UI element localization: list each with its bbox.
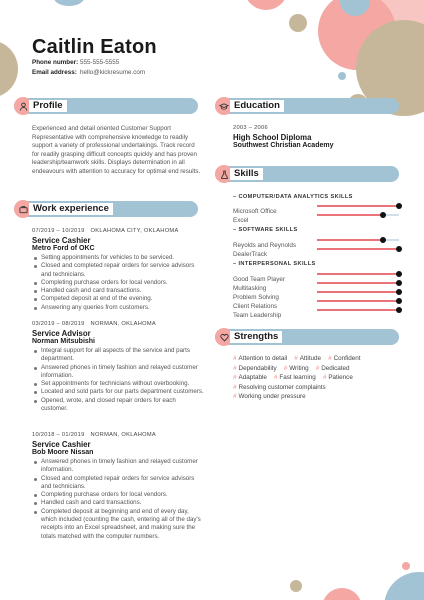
phone-label: Phone number: xyxy=(32,59,79,66)
strength-tag: # Working under pressure xyxy=(233,393,306,400)
skill-level-bar xyxy=(317,300,399,302)
education-dates: 2003 – 2006 xyxy=(233,125,268,131)
education-section-header xyxy=(215,98,399,114)
skill-level-dot xyxy=(396,246,402,252)
skill-level-bar xyxy=(317,248,399,250)
job-entry xyxy=(32,432,204,541)
strength-label: Resolving customer complaints xyxy=(238,383,326,391)
job-location: NORMAN, OKLAHOMA xyxy=(90,321,157,327)
job-entry xyxy=(32,228,204,312)
skill-name: Excel xyxy=(233,217,249,224)
skill-row xyxy=(233,234,399,249)
email-label: Email address: xyxy=(32,69,77,76)
skill-row xyxy=(233,295,399,310)
phone-value: 555-555-5555 xyxy=(80,59,120,66)
strength-label: Dependability xyxy=(238,364,277,372)
strength-tag: # Patience xyxy=(322,374,353,381)
skill-name: Microsoft Office xyxy=(233,208,277,215)
decor-circle xyxy=(384,572,424,600)
job-bullet: Handled cash and card transactions. xyxy=(32,499,204,507)
strength-tag: # Resolving customer complaints xyxy=(233,383,326,391)
skill-level-dot xyxy=(396,271,402,277)
strengths-list xyxy=(233,354,403,402)
skill-row xyxy=(233,243,399,258)
skills-title: Skills xyxy=(230,168,263,180)
job-title: Service Advisor xyxy=(32,329,91,338)
strength-tag: # Attention to detail xyxy=(233,355,288,362)
skill-level-fill xyxy=(317,300,399,302)
skill-row xyxy=(233,268,399,283)
strength-tag: # Dependability xyxy=(233,364,277,372)
skill-level-dot xyxy=(380,237,386,243)
job-company: Bob Moore Nissan xyxy=(32,449,94,456)
job-title: Service Cashier xyxy=(32,236,91,245)
work-title: Work experience xyxy=(29,203,113,215)
job-bullet: Handled cash and card transactions. xyxy=(32,287,204,295)
skill-category: – SOFTWARE SKILLS xyxy=(233,227,298,233)
skill-level-fill xyxy=(317,309,399,311)
decor-circle xyxy=(338,72,346,80)
strength-label: Writing xyxy=(289,364,309,372)
job-bullet: Setting appointments for vehicles to be serviced. xyxy=(32,254,204,262)
skill-category: – INTERPERSONAL SKILLS xyxy=(233,261,316,267)
skill-name: Multitasking xyxy=(233,285,267,292)
strength-label: Adaptable xyxy=(238,374,267,381)
skills-section-header xyxy=(215,166,399,182)
skill-level-bar xyxy=(317,273,399,275)
skill-level-fill xyxy=(317,273,399,275)
decor-circle xyxy=(322,588,362,600)
job-entry xyxy=(32,321,204,413)
skill-level-fill xyxy=(317,205,399,207)
skill-level-fill xyxy=(317,248,399,250)
skill-row xyxy=(233,200,399,215)
decor-circle xyxy=(289,14,307,32)
job-bullet: Answered phones in timely fashion and relayed customer information. xyxy=(32,364,204,381)
job-location: OKLAHOMA CITY, OKLAHOMA xyxy=(90,228,179,234)
skill-level-dot xyxy=(380,212,386,218)
strengths-title: Strengths xyxy=(230,331,282,343)
job-company: Norman Mitsubishi xyxy=(32,338,96,345)
profile-title: Profile xyxy=(29,100,67,112)
strength-label: Working under pressure xyxy=(238,393,306,400)
candidate-name: Caitlin Eaton xyxy=(32,36,157,58)
skill-name: Team Leadership xyxy=(233,312,282,319)
job-location: NORMAN, OKLAHOMA xyxy=(90,432,157,438)
education-degree: High School Diploma xyxy=(233,133,312,142)
skill-name: Problem Solving xyxy=(233,294,279,301)
decor-circle xyxy=(0,40,18,98)
skill-level-bar xyxy=(317,291,399,293)
strength-label: Dedicated xyxy=(321,364,350,372)
strength-tag: # Confident xyxy=(328,355,361,362)
skill-level-bar xyxy=(317,239,399,241)
job-bullet: Integral support for all aspects of the service and parts department. xyxy=(32,347,204,364)
skill-level-bar xyxy=(317,205,399,207)
skill-level-bar xyxy=(317,282,399,284)
skill-row xyxy=(233,286,399,301)
strength-tag: # Adaptable xyxy=(233,374,267,381)
strength-tag: # Attitude xyxy=(294,355,322,362)
skill-level-fill xyxy=(317,214,383,216)
job-bullet: Closed and completed repair orders for service advisors and technicians. xyxy=(32,262,204,279)
profile-section-header xyxy=(14,98,198,114)
job-bullet: Competed deposit at end of the evening. xyxy=(32,295,204,303)
skill-name: Good Team Player xyxy=(233,276,286,283)
skill-row xyxy=(233,304,399,319)
strength-tag: # Dedicated xyxy=(315,364,350,372)
contact-info xyxy=(32,58,145,78)
job-bullet: Set appointments for technicians without overbooking. xyxy=(32,380,204,388)
skill-level-bar xyxy=(317,214,399,216)
education-school: Southwest Christian Academy xyxy=(233,142,334,149)
job-bullet: Located and sold parts for our parts department customers. xyxy=(32,388,204,396)
decor-circle xyxy=(290,580,302,592)
strength-tag: # Fast learning xyxy=(273,374,316,381)
skill-row xyxy=(233,209,399,224)
skill-level-fill xyxy=(317,291,399,293)
job-bullet: Completing purchase orders for local vendors. xyxy=(32,279,204,287)
job-company: Metro Ford of OKC xyxy=(32,245,95,252)
education-title: Education xyxy=(230,100,284,112)
job-bullet: Answered phones in timely fashion and relayed customer information. xyxy=(32,458,204,475)
skill-level-dot xyxy=(396,298,402,304)
job-bullet: Opened, wrote, and closed repair orders for each customer. xyxy=(32,397,204,414)
job-bullet: Completing purchase orders for local vendors. xyxy=(32,491,204,499)
strength-label: Attention to detail xyxy=(238,355,288,362)
education-entry xyxy=(233,125,334,149)
skill-level-fill xyxy=(317,282,399,284)
skill-level-dot xyxy=(396,280,402,286)
strength-label: Fast learning xyxy=(279,374,316,381)
skill-category: – COMPUTER/DATA ANALYTICS SKILLS xyxy=(233,194,353,200)
job-bullet: Answering any queries from customers. xyxy=(32,304,204,312)
skill-level-dot xyxy=(396,289,402,295)
strength-label: Attitude xyxy=(299,355,322,362)
decor-circle xyxy=(244,0,288,10)
strength-label: Patience xyxy=(328,374,353,381)
skill-level-bar xyxy=(317,309,399,311)
job-dates: 10/2018 – 01/2019 xyxy=(32,432,85,438)
skill-name: Reyolds and Reynolds xyxy=(233,242,297,249)
profile-text: Experienced and detail oriented Customer Support Representative with comprehensive knowledge to readily support a variety of professional undertakings. Track record for readily grasping difficult concepts quickly and has proven leadership/teamwork skills. Displays determination in all endeavours with attention to accuracy for optimal end results. xyxy=(32,125,201,175)
skill-name: DealerTrack xyxy=(233,251,268,258)
email-value: hello@kickresume.com xyxy=(80,69,146,76)
decor-circle xyxy=(54,0,84,6)
strength-label: Confident xyxy=(333,355,361,362)
skill-level-fill xyxy=(317,239,383,241)
decor-circle xyxy=(402,562,410,570)
strength-tag: # Writing xyxy=(283,364,309,372)
skill-name: Client Relations xyxy=(233,303,278,310)
job-bullet: Closed and completed repair orders for service advisors and technicians. xyxy=(32,475,204,492)
job-bullet: Completed deposit at beginning and end of every day, which included (counting the cash, entering all of the day's receipts into an Excel spreadsheet, and making sure the totals matched with the computer numbers. xyxy=(32,508,204,541)
work-section-header xyxy=(14,201,198,217)
job-dates: 03/2019 – 08/2019 xyxy=(32,321,85,327)
skill-level-dot xyxy=(396,203,402,209)
job-dates: 07/2019 – 10/2019 xyxy=(32,228,85,234)
skill-level-dot xyxy=(396,307,402,313)
strengths-section-header xyxy=(215,329,399,345)
skill-row xyxy=(233,277,399,292)
job-title: Service Cashier xyxy=(32,440,91,449)
